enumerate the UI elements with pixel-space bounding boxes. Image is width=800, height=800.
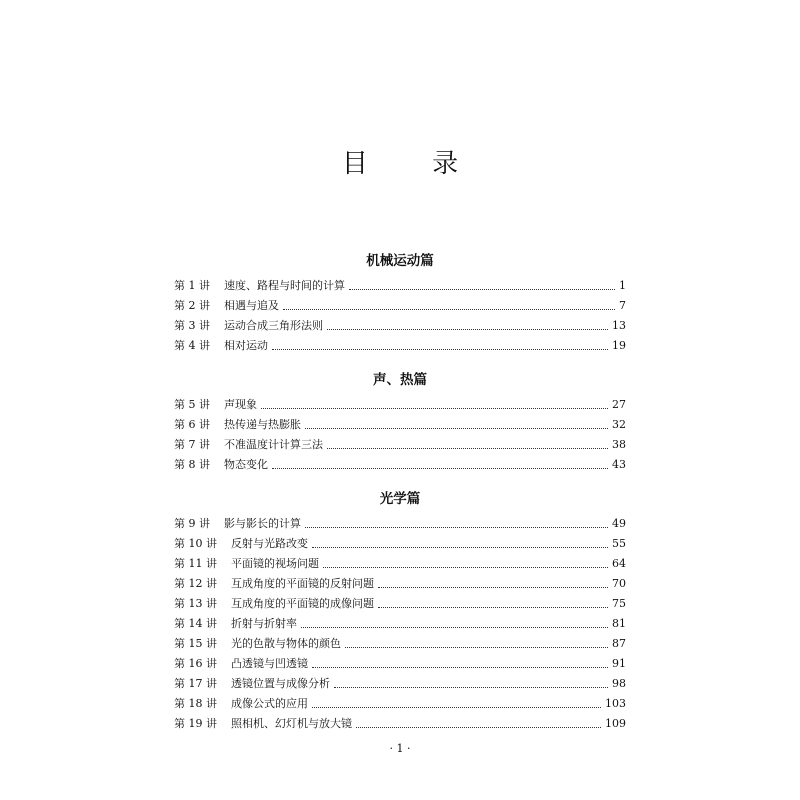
page-number: 19	[612, 339, 626, 352]
lecture-title: 照相机、幻灯机与放大镜	[231, 717, 352, 730]
page-number: 13	[612, 319, 626, 332]
dot-leader	[327, 447, 608, 449]
toc-entry[interactable]	[174, 457, 626, 473]
lecture-number: 第 11 讲	[174, 557, 217, 570]
dot-leader	[312, 546, 608, 548]
lecture-number: 第 8 讲	[174, 458, 210, 471]
lecture-number: 第 16 讲	[174, 657, 217, 670]
page-number: 81	[612, 617, 626, 630]
dot-leader	[272, 467, 608, 469]
dot-leader	[356, 726, 601, 728]
lecture-number: 第 15 讲	[174, 637, 217, 650]
lecture-title: 声现象	[224, 398, 257, 411]
toc-entry[interactable]	[174, 417, 626, 433]
page-number: 98	[612, 677, 626, 690]
toc-entry[interactable]	[174, 298, 626, 314]
page-number: 91	[612, 657, 626, 670]
section-heading-optics: 光学篇	[379, 491, 421, 507]
page-number: 64	[612, 557, 626, 570]
dot-leader	[323, 566, 608, 568]
lecture-number: 第 10 讲	[174, 537, 217, 550]
toc-entry[interactable]	[174, 676, 626, 692]
page-number: 1	[619, 279, 626, 292]
lecture-title: 热传递与热膨胀	[224, 418, 301, 431]
lecture-number: 第 19 讲	[174, 717, 217, 730]
dot-leader	[283, 308, 615, 310]
page-number: 49	[612, 517, 626, 530]
toc-entry[interactable]	[174, 278, 626, 294]
lecture-number: 第 6 讲	[174, 418, 210, 431]
lecture-number: 第 2 讲	[174, 299, 210, 312]
dot-leader	[305, 427, 608, 429]
page-number: 32	[612, 418, 626, 431]
page-number: 70	[612, 577, 626, 590]
section-heading-mechanics: 机械运动篇	[366, 253, 434, 269]
toc-entry[interactable]	[174, 516, 626, 532]
lecture-title: 凸透镜与凹透镜	[231, 657, 308, 670]
toc-entry[interactable]	[174, 696, 626, 712]
dot-leader	[272, 348, 608, 350]
lecture-title: 物态变化	[224, 458, 268, 471]
lecture-number: 第 4 讲	[174, 339, 210, 352]
section-heading-sound-heat: 声、热篇	[373, 372, 427, 388]
toc-entry[interactable]	[174, 556, 626, 572]
lecture-number: 第 13 讲	[174, 597, 217, 610]
toc-entry[interactable]	[174, 616, 626, 632]
page-number: 55	[612, 537, 626, 550]
dot-leader	[378, 606, 608, 608]
toc-entry[interactable]	[174, 576, 626, 592]
lecture-number: 第 9 讲	[174, 517, 210, 530]
page-title: 目 录	[341, 149, 487, 179]
toc-entry[interactable]	[174, 338, 626, 354]
page-number: 7	[619, 299, 626, 312]
lecture-number: 第 3 讲	[174, 319, 210, 332]
lecture-title: 互成角度的平面镜的反射问题	[231, 577, 374, 590]
toc-entry[interactable]	[174, 397, 626, 413]
toc-entry[interactable]	[174, 318, 626, 334]
lecture-number: 第 7 讲	[174, 438, 210, 451]
lecture-number: 第 12 讲	[174, 577, 217, 590]
page-number: 87	[612, 637, 626, 650]
lecture-number: 第 17 讲	[174, 677, 217, 690]
lecture-title: 光的色散与物体的颜色	[231, 637, 341, 650]
page-number: 103	[605, 697, 626, 710]
page-number: 38	[612, 438, 626, 451]
lecture-title: 相遇与追及	[224, 299, 279, 312]
page-number: 27	[612, 398, 626, 411]
lecture-number: 第 1 讲	[174, 279, 210, 292]
lecture-title: 反射与光路改变	[231, 537, 308, 550]
toc-entry[interactable]	[174, 716, 626, 732]
dot-leader	[378, 586, 608, 588]
lecture-title: 透镜位置与成像分析	[231, 677, 330, 690]
lecture-title: 运动合成三角形法则	[224, 319, 323, 332]
lecture-title: 互成角度的平面镜的成像问题	[231, 597, 374, 610]
toc-entry[interactable]	[174, 596, 626, 612]
dot-leader	[327, 328, 608, 330]
lecture-number: 第 14 讲	[174, 617, 217, 630]
lecture-title: 速度、路程与时间的计算	[224, 279, 345, 292]
lecture-number: 第 18 讲	[174, 697, 217, 710]
page-folio: · 1 ·	[389, 742, 411, 755]
dot-leader	[261, 407, 608, 409]
dot-leader	[345, 646, 608, 648]
dot-leader	[349, 288, 615, 290]
toc-entry[interactable]	[174, 636, 626, 652]
dot-leader	[301, 626, 608, 628]
dot-leader	[312, 706, 601, 708]
page-number: 75	[612, 597, 626, 610]
lecture-title: 成像公式的应用	[231, 697, 308, 710]
page-number: 109	[605, 717, 626, 730]
lecture-title: 影与影长的计算	[224, 517, 301, 530]
lecture-title: 不准温度计计算三法	[224, 438, 323, 451]
lecture-title: 相对运动	[224, 339, 268, 352]
toc-entry[interactable]	[174, 536, 626, 552]
dot-leader	[312, 666, 608, 668]
toc-entry[interactable]	[174, 656, 626, 672]
lecture-title: 折射与折射率	[231, 617, 297, 630]
toc-entry[interactable]	[174, 437, 626, 453]
dot-leader	[334, 686, 608, 688]
lecture-number: 第 5 讲	[174, 398, 210, 411]
lecture-title: 平面镜的视场问题	[231, 557, 319, 570]
dot-leader	[305, 526, 608, 528]
page-number: 43	[612, 458, 626, 471]
